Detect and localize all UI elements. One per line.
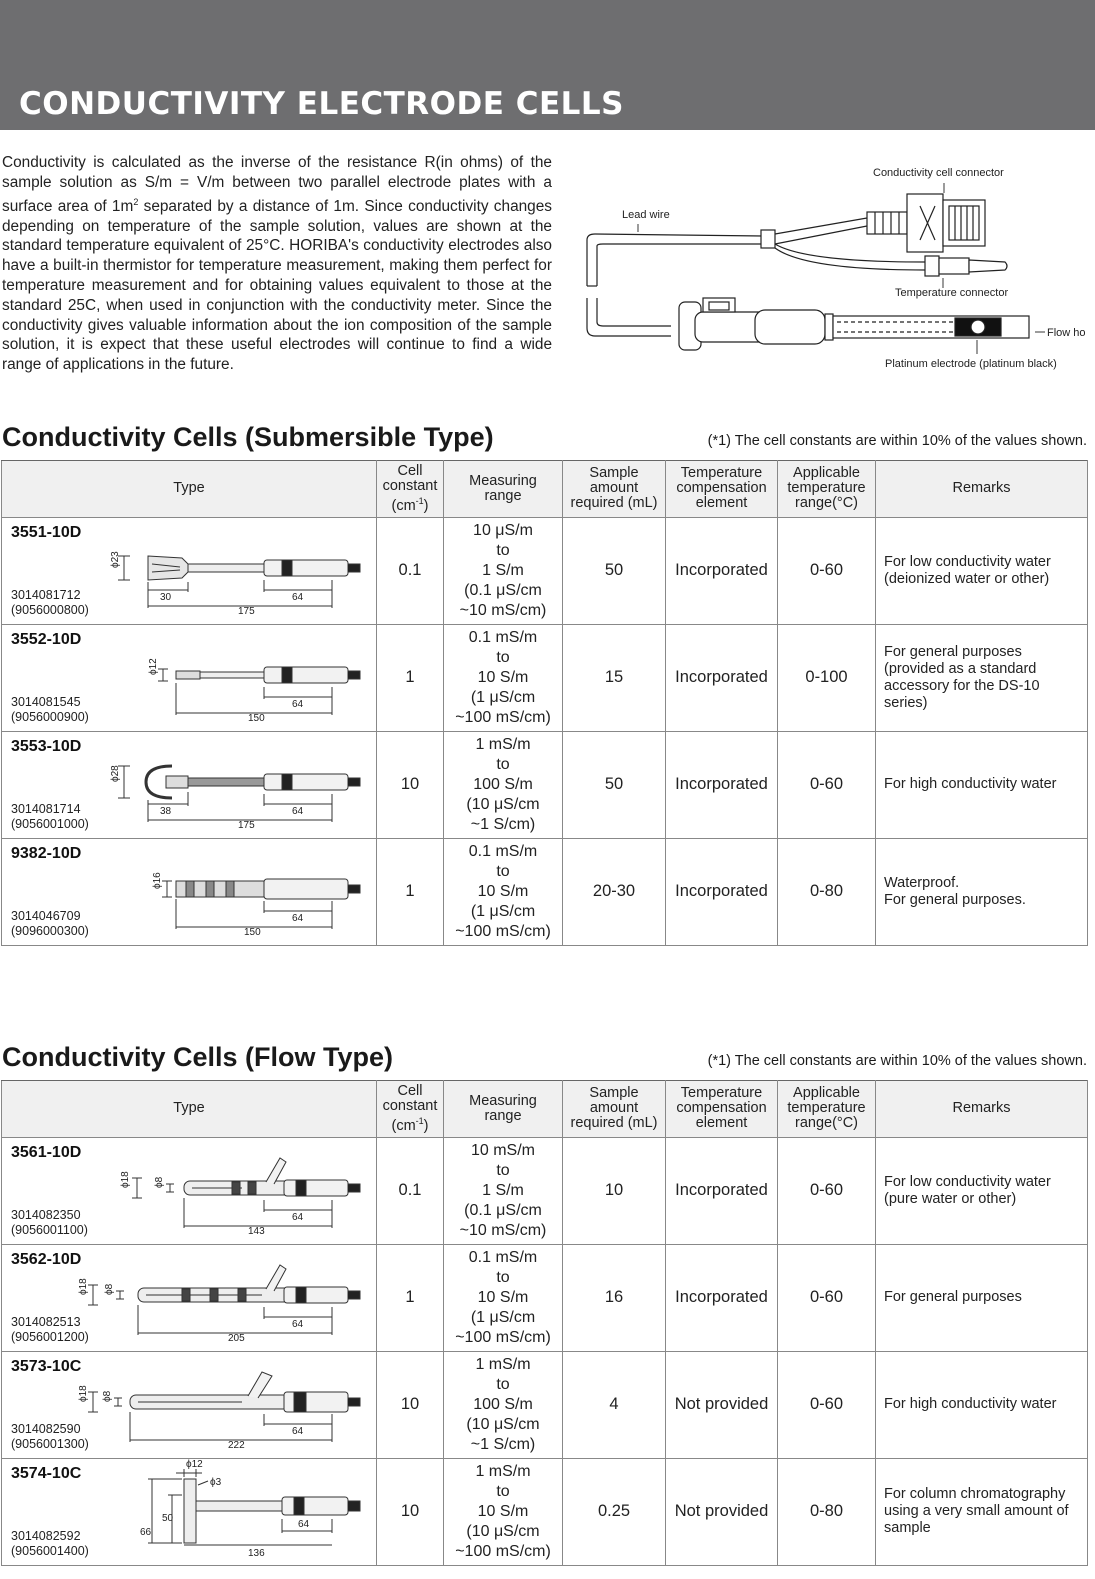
remarks: For high conductivity water — [876, 731, 1088, 838]
part-codes: 3014082592 (9056001400) — [11, 1528, 89, 1558]
col-remarks: Remarks — [876, 1081, 1088, 1138]
col-sample-amount: Sample amount required (mL) — [563, 1081, 666, 1138]
section-title-submersible: Conductivity Cells (Submersible Type) — [2, 422, 494, 452]
svg-text:205: 205 — [228, 1332, 245, 1344]
page-title: CONDUCTIVITY ELECTRODE CELLS — [19, 86, 624, 122]
sample-amount: 20-30 — [563, 838, 666, 945]
col-type: Type — [2, 461, 377, 518]
svg-text:66: 66 — [140, 1526, 152, 1538]
svg-text:ϕ18: ϕ18 — [78, 1385, 89, 1402]
temp-range: 0-60 — [778, 517, 876, 624]
svg-text:175: 175 — [238, 605, 255, 617]
lead-wire-bottom — [597, 244, 763, 286]
svg-text:ϕ8: ϕ8 — [104, 1283, 115, 1295]
remarks: For general purposes — [876, 1244, 1088, 1351]
table-header-row — [2, 1081, 1088, 1138]
svg-text:30: 30 — [160, 591, 172, 603]
sample-amount: 16 — [563, 1244, 666, 1351]
svg-text:ϕ12: ϕ12 — [148, 658, 159, 675]
cell-constant: 0.1 — [377, 1137, 444, 1244]
label-temperature-connector: Temperature connector — [895, 287, 1009, 299]
remarks: For high conductivity water — [876, 1351, 1088, 1458]
col-temp-compensation: Temperature compensation element — [666, 1081, 778, 1138]
table-submersible — [1, 460, 1088, 946]
part-codes: 3014082513 (9056001200) — [11, 1314, 89, 1344]
sample-amount: 4 — [563, 1351, 666, 1458]
cell-constant: 1 — [377, 624, 444, 731]
table-row — [2, 1351, 1088, 1458]
col-cell-constant: Cell constant $(cm^{-1})$ — [377, 1081, 444, 1138]
svg-text:38: 38 — [160, 805, 172, 817]
intro-paragraph — [2, 153, 552, 375]
svg-text:ϕ8: ϕ8 — [102, 1390, 113, 1402]
temp-range: 0-60 — [778, 731, 876, 838]
type-cell — [2, 838, 377, 945]
col-measuring-range: Measuring range — [444, 1081, 563, 1138]
probe-drawing — [62, 1154, 362, 1236]
col-temp-range: Applicable temperature range(°C) — [778, 461, 876, 518]
svg-text:ϕ3: ϕ3 — [210, 1476, 222, 1488]
probe-drawing — [62, 641, 362, 723]
part-codes: 3014081712 (9056000800) — [11, 587, 89, 617]
model-number: 3573-10C — [11, 1357, 82, 1375]
cell-constant: 0.1 — [377, 517, 444, 624]
col-temp-compensation: Temperature compensation element — [666, 461, 778, 518]
svg-text:150: 150 — [248, 712, 265, 724]
sample-amount: 10 — [563, 1137, 666, 1244]
section-title-flow: Conductivity Cells (Flow Type) — [2, 1042, 394, 1072]
svg-text:64: 64 — [292, 1425, 304, 1437]
part-codes: 3014046709 (9096000300) — [11, 908, 89, 938]
model-number: 3552-10D — [11, 630, 82, 648]
wire-split — [761, 230, 775, 248]
svg-text:64: 64 — [292, 591, 304, 603]
svg-text:150: 150 — [244, 926, 261, 938]
model-number: 3561-10D — [11, 1143, 82, 1161]
temp-compensation: Not provided — [666, 1351, 778, 1458]
type-cell — [2, 1351, 377, 1458]
measuring-range: 0.1 mS/m to 10 S/m (1 μS/cm ~100 mS/cm) — [444, 624, 563, 731]
measuring-range: 10 μS/m to 1 S/m (0.1 μS/cm ~10 mS/cm) — [444, 517, 563, 624]
svg-text:64: 64 — [298, 1518, 310, 1530]
table-row — [2, 1458, 1088, 1565]
svg-text:64: 64 — [292, 1211, 304, 1223]
svg-text:ϕ18: ϕ18 — [78, 1278, 89, 1295]
lead-wire-top — [587, 234, 763, 286]
svg-text:222: 222 — [228, 1439, 245, 1451]
part-codes: 3014082350 (9056001100) — [11, 1207, 88, 1237]
col-type: Type — [2, 1081, 377, 1138]
svg-text:64: 64 — [292, 912, 304, 924]
type-cell — [2, 1244, 377, 1351]
temp-compensation: Incorporated — [666, 1244, 778, 1351]
model-number: 3562-10D — [11, 1250, 82, 1268]
temp-compensation: Incorporated — [666, 838, 778, 945]
svg-text:ϕ16: ϕ16 — [152, 872, 163, 889]
temp-compensation: Incorporated — [666, 517, 778, 624]
measuring-range: 1 mS/m to 100 S/m (10 μS/cm ~1 S/cm) — [444, 731, 563, 838]
svg-text:ϕ8: ϕ8 — [154, 1176, 165, 1188]
table-flow — [1, 1080, 1088, 1566]
probe-drawing — [62, 1261, 362, 1343]
cell-constant: 10 — [377, 1458, 444, 1565]
probe-drawing — [62, 855, 362, 937]
cell-constant: 1 — [377, 1244, 444, 1351]
note-flow: (*1) The cell constants are within 10% of the values shown. — [707, 1053, 1087, 1069]
model-number: 3553-10D — [11, 737, 82, 755]
temp-range: 0-60 — [778, 1351, 876, 1458]
temp-range: 0-60 — [778, 1137, 876, 1244]
svg-text:64: 64 — [292, 698, 304, 710]
remarks: For column chromatography using a very small amount of sample — [876, 1458, 1088, 1565]
label-cell-connector: Conductivity cell connector — [873, 167, 1004, 179]
col-cell-constant: Cell constant $(cm^{-1})$ — [377, 461, 444, 518]
model-number: 3551-10D — [11, 523, 82, 541]
svg-text:50: 50 — [162, 1512, 174, 1524]
type-cell — [2, 1458, 377, 1565]
table-row — [2, 731, 1088, 838]
label-flow-hole: Flow ho — [1047, 327, 1086, 339]
svg-text:ϕ12: ϕ12 — [186, 1458, 203, 1470]
sample-amount: 0.25 — [563, 1458, 666, 1565]
probe-drawing — [62, 748, 362, 830]
table-row — [2, 1244, 1088, 1351]
model-number: 3574-10C — [11, 1464, 82, 1482]
cell-connector-body — [867, 212, 907, 234]
svg-text:ϕ28: ϕ28 — [110, 765, 121, 782]
probe-drawing — [62, 1458, 362, 1559]
measuring-range: 1 mS/m to 100 S/m (10 μS/cm ~1 S/cm) — [444, 1351, 563, 1458]
table-row — [2, 624, 1088, 731]
remarks: Waterproof. For general purposes. — [876, 838, 1088, 945]
temp-range: 0-80 — [778, 1458, 876, 1565]
probe-drawing — [62, 534, 362, 616]
remarks: For low conductivity water (deionized water or other) — [876, 517, 1088, 624]
col-measuring-range: Measuring range — [444, 461, 563, 518]
temp-range: 0-80 — [778, 838, 876, 945]
measuring-range: 10 mS/m to 1 S/m (0.1 μS/cm ~10 mS/cm) — [444, 1137, 563, 1244]
sample-amount: 50 — [563, 731, 666, 838]
table-row — [2, 838, 1088, 945]
cell-constant: 1 — [377, 838, 444, 945]
part-codes: 3014082590 (9056001300) — [11, 1421, 89, 1451]
measuring-range: 0.1 mS/m to 10 S/m (1 μS/cm ~100 mS/cm) — [444, 1244, 563, 1351]
table-header-row — [2, 461, 1088, 518]
remarks: For general purposes (provided as a standard accessory for the DS-10 series) — [876, 624, 1088, 731]
electrode-diagram — [575, 160, 1095, 380]
sample-amount: 15 — [563, 624, 666, 731]
col-remarks: Remarks — [876, 461, 1088, 518]
col-sample-amount: Sample amount required (mL) — [563, 461, 666, 518]
intro-text-b: separated by a distance of 1m. Since conductivity changes depending on temperature of the sample solution, values are shown at the standard temperature equivalent of 25°C. HORIBA's conductivity electrodes also have a built-in thermistor for temperature measurement, making them perfect for temperature measurement and for obtaining values equivalent to those at the standard 25C, when used in conjunction with the conductivity meter. Since the conductivity gives valuable information about the ion composition of the sample solution, it is expect that these useful electrodes will continue to find a wide range of applications in the future. — [2, 197, 552, 374]
cell-constant: 10 — [377, 1351, 444, 1458]
type-cell — [2, 731, 377, 838]
col-temp-range: Applicable temperature range(°C) — [778, 1081, 876, 1138]
table-row — [2, 517, 1088, 624]
label-platinum-electrode: Platinum electrode (platinum black) — [885, 358, 1057, 370]
model-number: 9382-10D — [11, 844, 82, 862]
svg-text:ϕ18: ϕ18 — [120, 1171, 131, 1188]
cell-constant: 10 — [377, 731, 444, 838]
label-lead-wire: Lead wire — [622, 209, 670, 221]
intro-superscript: 2 — [133, 196, 139, 207]
part-codes: 3014081545 (9056000900) — [11, 694, 89, 724]
probe-drawing — [62, 1368, 362, 1450]
remarks: For low conductivity water (pure water or other) — [876, 1137, 1088, 1244]
part-codes: 3014081714 (9056001000) — [11, 801, 89, 831]
type-cell — [2, 624, 377, 731]
header-banner — [0, 0, 1095, 130]
temp-compensation: Incorporated — [666, 624, 778, 731]
svg-text:143: 143 — [248, 1225, 265, 1237]
svg-text:136: 136 — [248, 1547, 265, 1559]
type-cell — [2, 517, 377, 624]
temp-compensation: Incorporated — [666, 731, 778, 838]
svg-text:175: 175 — [238, 819, 255, 831]
temp-range: 0-60 — [778, 1244, 876, 1351]
measuring-range: 1 mS/m to 10 S/m (10 μS/cm ~100 mS/cm) — [444, 1458, 563, 1565]
temp-compensation: Not provided — [666, 1458, 778, 1565]
table-row — [2, 1137, 1088, 1244]
measuring-range: 0.1 mS/m to 10 S/m (1 μS/cm ~100 mS/cm) — [444, 838, 563, 945]
svg-text:64: 64 — [292, 805, 304, 817]
svg-text:64: 64 — [292, 1318, 304, 1330]
intro-text-a: Conductivity is calculated as the inverse of the resistance R(in ohms) of the sample solution as S/m = V/m between two parallel electrode plates with a surface area of 1m — [2, 154, 552, 215]
type-cell — [2, 1137, 377, 1244]
svg-text:ϕ23: ϕ23 — [110, 551, 121, 568]
note-submersible: (*1) The cell constants are within 10% of the values shown. — [707, 433, 1087, 449]
temp-range: 0-100 — [778, 624, 876, 731]
sample-amount: 50 — [563, 517, 666, 624]
temp-compensation: Incorporated — [666, 1137, 778, 1244]
